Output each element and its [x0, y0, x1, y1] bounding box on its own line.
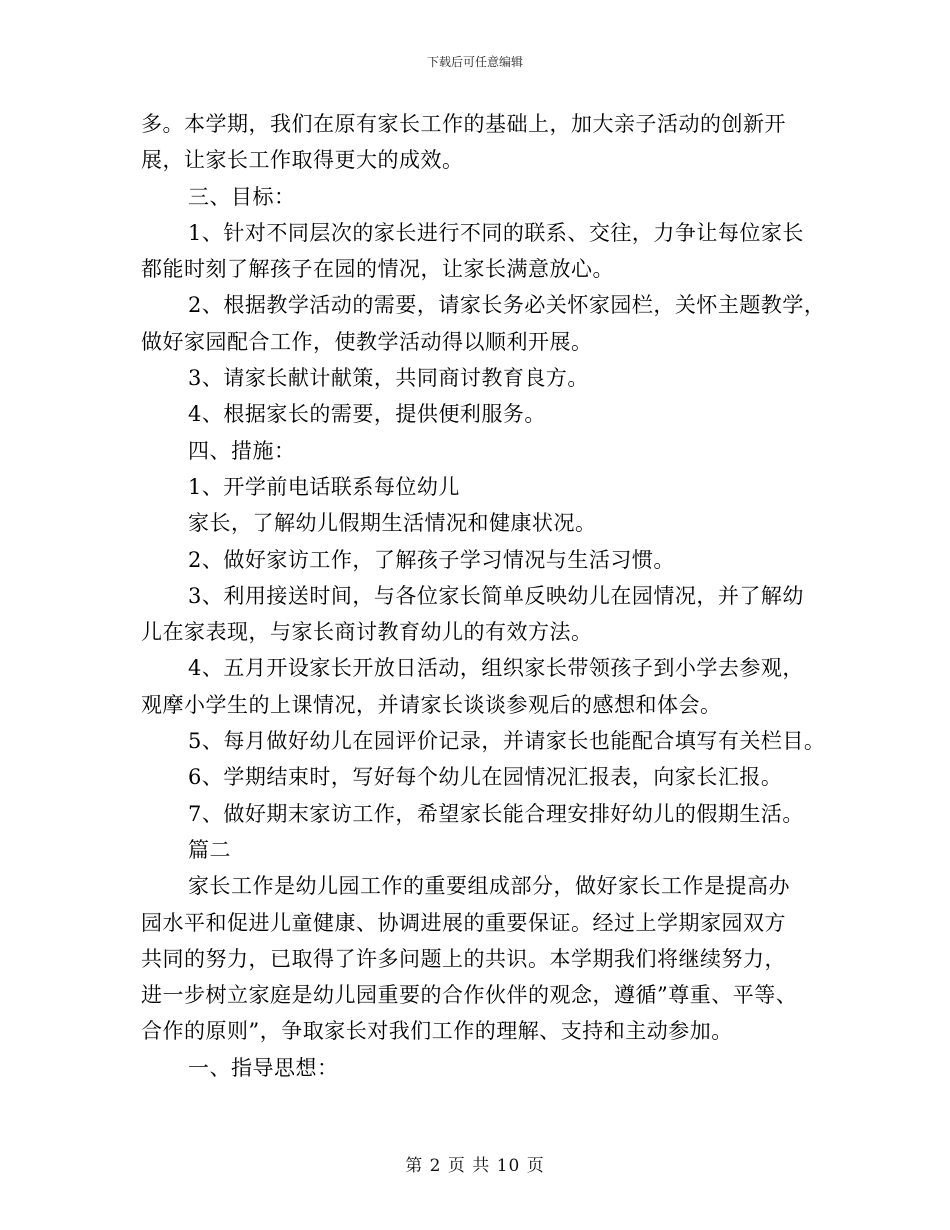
text-line: 多。本学期，我们在原有家长工作的基础上，加大亲子活动的创新开 — [141, 112, 786, 136]
text-line: 做好家园配合工作，使教学活动得以顺利开展。 — [141, 329, 593, 354]
text-line: 2、做好家访工作，了解孩子学习情况与生活习惯。 — [188, 547, 675, 572]
text-line: 家长，了解幼儿假期生活情况和健康状况。 — [188, 511, 597, 536]
text-line: 篇二 — [188, 837, 231, 862]
text-line: 四、措施： — [188, 438, 296, 463]
text-line: 一、指导思想： — [188, 1055, 339, 1080]
text-line: 7、做好期末家访工作，希望家长能合理安排好幼儿的假期生活。 — [188, 801, 804, 826]
text-line: 合作的原则”，争取家长对我们工作的理解、支持和主动参加。 — [141, 1019, 733, 1044]
text-line: 5、每月做好幼儿在园评价记录，并请家长也能配合填写有关栏目。 — [188, 729, 826, 754]
text-line: 三、目标： — [188, 184, 296, 209]
text-line: 展，让家长工作取得更大的成效。 — [141, 148, 464, 173]
text-line: 4、根据家长的需要，提供便利服务。 — [188, 402, 546, 427]
text-line: 进一步树立家庭是幼儿园重要的合作伙伴的观念，遵循”尊重、平等、 — [141, 983, 798, 1008]
page-footer: 第 2 页 共 10 页 — [405, 1156, 545, 1176]
document-body — [141, 106, 831, 1086]
text-line: 3、利用接送时间，与各位家长简单反映幼儿在园情况，并了解幼 — [188, 583, 804, 608]
text-line: 1、开学前电话联系每位幼儿 — [188, 474, 460, 499]
text-line: 家长工作是幼儿园工作的重要组成部分，做好家长工作是提高办 — [188, 874, 790, 899]
text-line: 儿在家表现，与家长商讨教育幼儿的有效方法。 — [141, 620, 593, 645]
text-line: 观摩小学生的上课情况，并请家长谈谈参观后的感想和体会。 — [141, 692, 722, 717]
text-line: 园水平和促进儿童健康、协调进展的重要保证。经过上学期家园双方 — [141, 910, 786, 935]
page-header: 下载后可任意编辑 — [426, 55, 523, 69]
text-line: 共同的努力，已取得了许多问题上的共识。本学期我们将继续努力， — [141, 946, 786, 971]
text-line: 都能时刻了解孩子在园的情况，让家长满意放心。 — [141, 257, 614, 282]
text-line: 2、根据教学活动的需要，请家长务必关怀家园栏，关怀主题教学， — [188, 293, 826, 318]
text-line: 4、五月开设家长开放日活动，组织家长带领孩子到小学去参观， — [188, 656, 804, 681]
text-line: 3、请家长献计献策，共同商讨教育良方。 — [188, 366, 589, 391]
text-line: 1、针对不同层次的家长进行不同的联系、交往，力争让每位家长 — [188, 220, 804, 245]
text-line: 6、学期结束时，写好每个幼儿在园情况汇报表，向家长汇报。 — [188, 765, 783, 790]
